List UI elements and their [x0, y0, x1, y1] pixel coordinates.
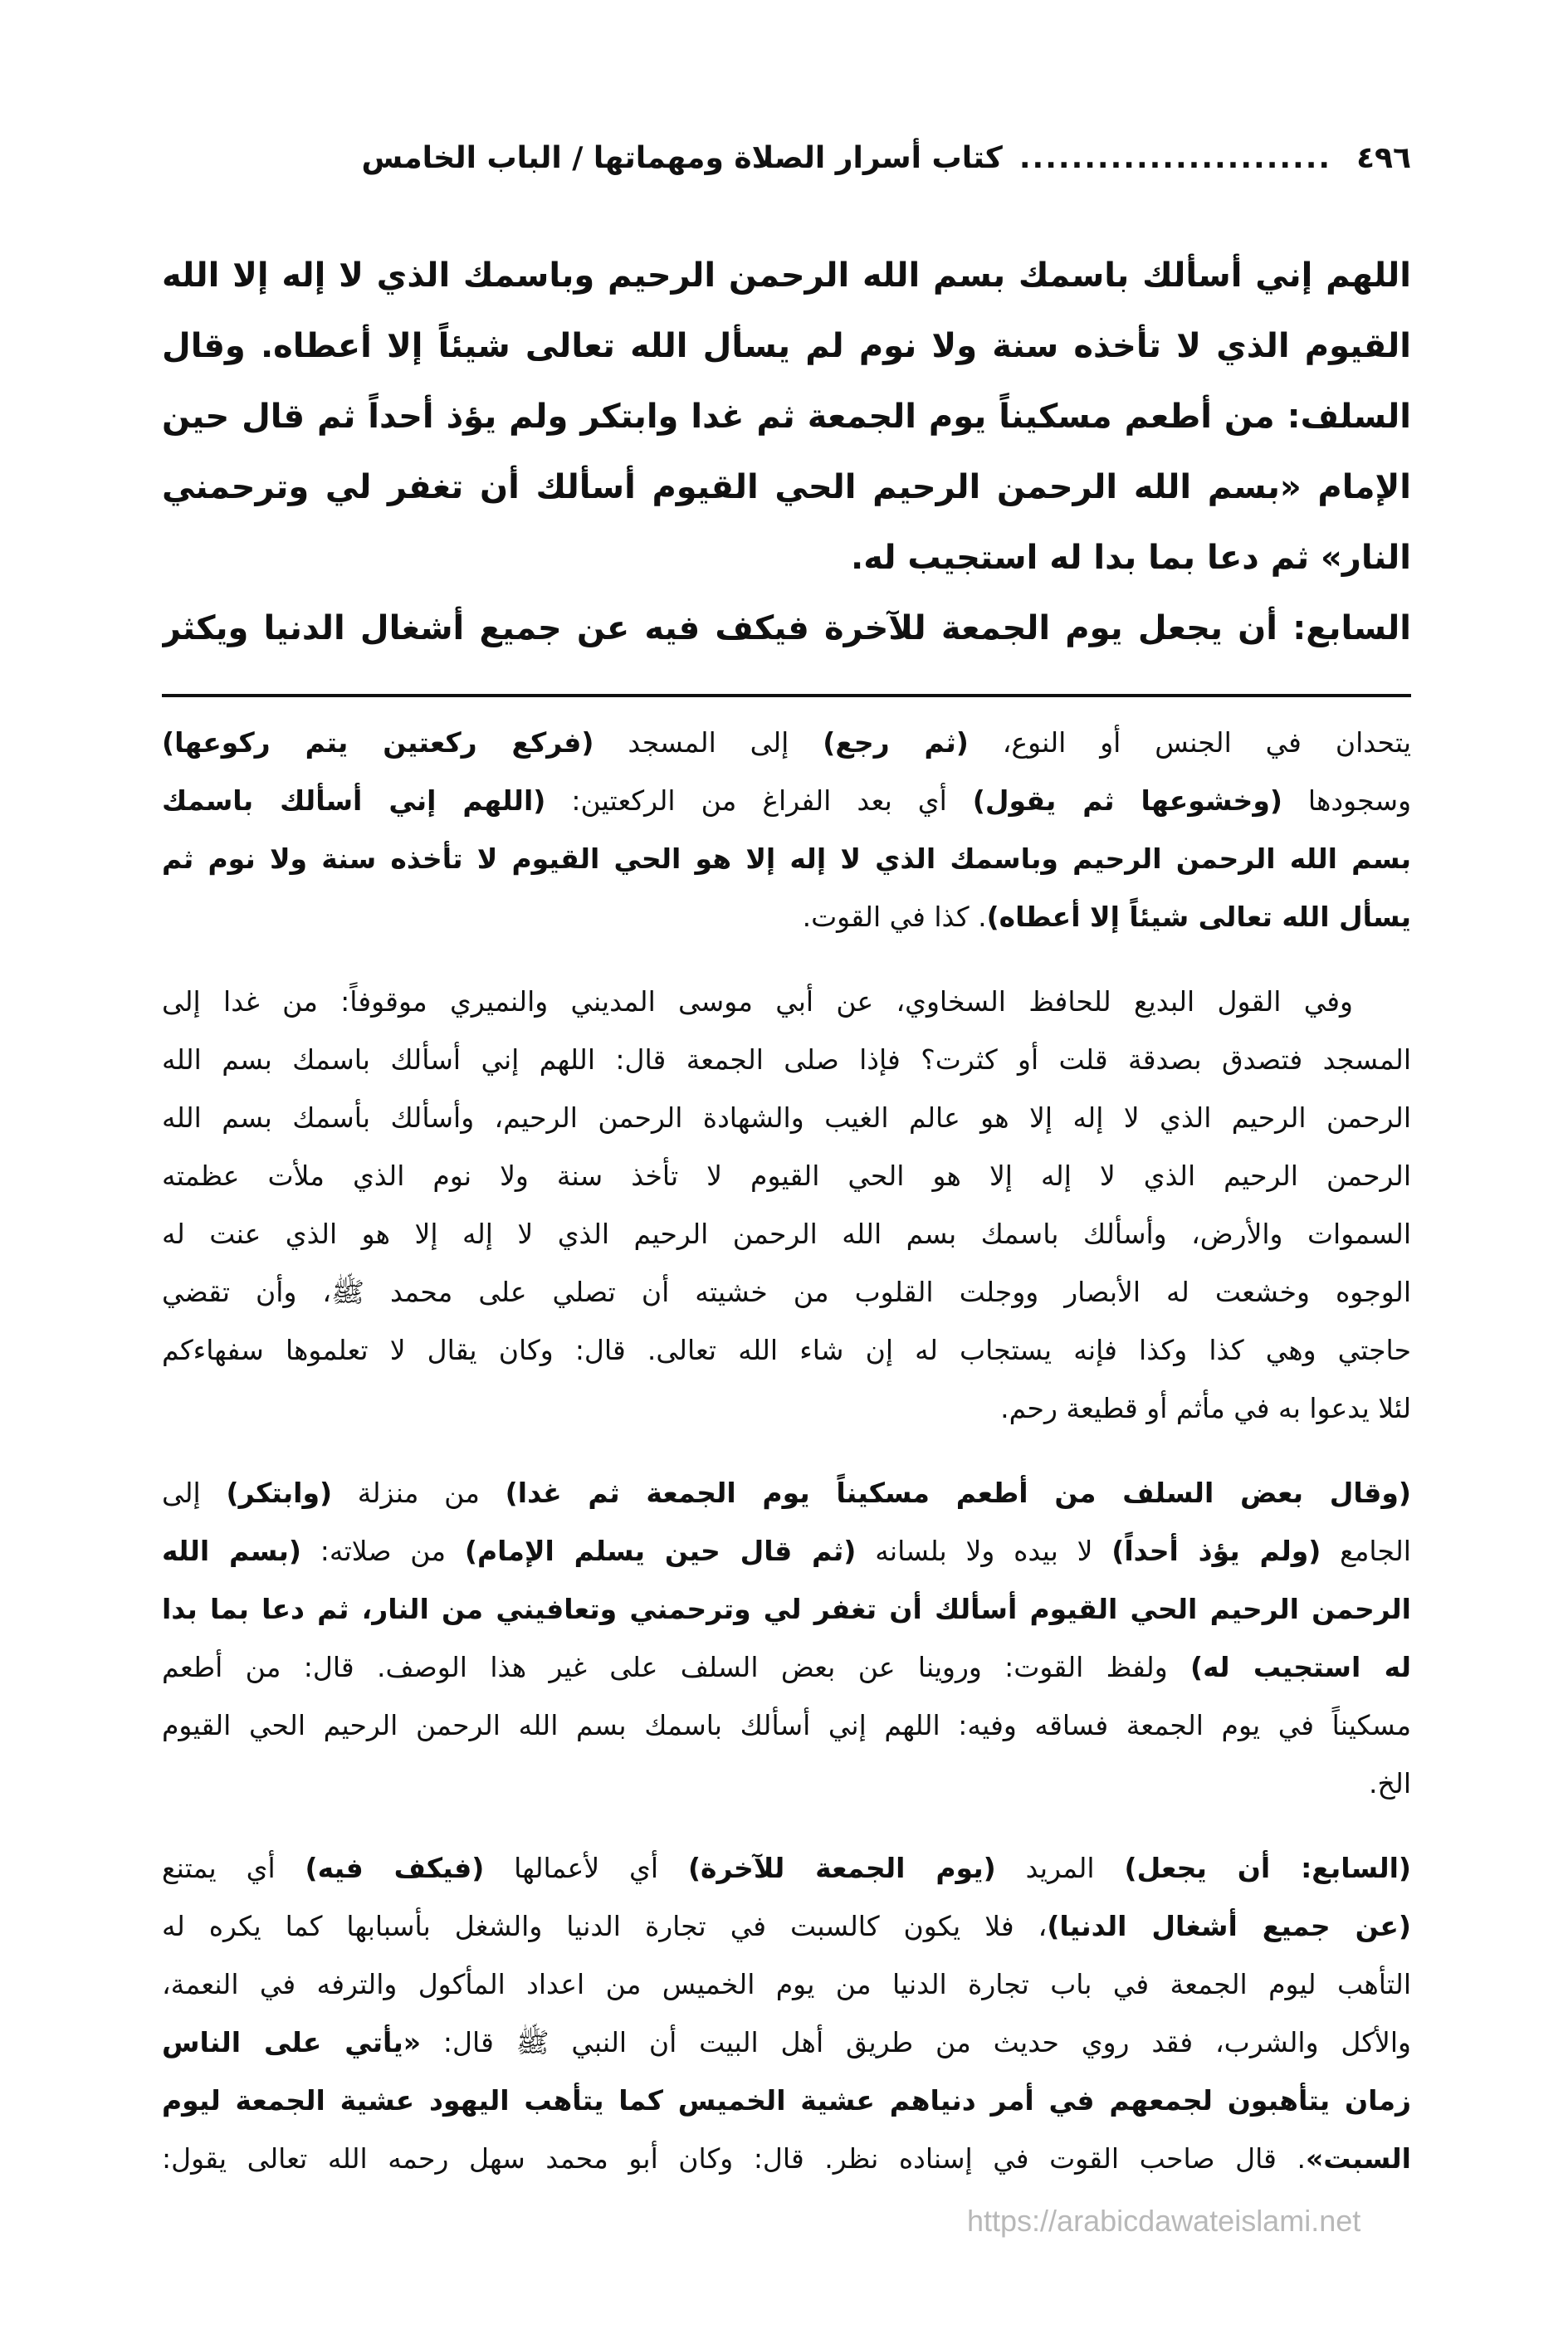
bold-text: الرحمن الرحيم الحي القيوم أسألك أن تغفر لي وترحمني وتعافيني من النار، ثم دعا بما بدا — [162, 1593, 1411, 1625]
text-run: والأكل والشرب، فقد روي حديث من طريق أهل البيت أن النبي ﷺ قال: — [421, 2026, 1411, 2058]
text-line — [162, 2072, 1411, 2130]
text-run: السموات والأرض، وأسألك باسمك بسم الله الرحمن الرحيم الذي لا إله إلا هو الذي عنت له — [162, 1218, 1411, 1250]
text-run: وفي القول البديع للحافظ السخاوي، عن أبي موسى المديني والنميري موقوفاً: من غدا إلى — [162, 985, 1353, 1018]
text-line — [162, 311, 1411, 382]
text-line — [162, 1897, 1411, 1956]
text-line — [162, 1522, 1411, 1580]
text-line — [162, 1205, 1411, 1263]
text-run: إلى المسجد — [593, 726, 823, 759]
text-line — [162, 1147, 1411, 1205]
paragraph — [162, 973, 1411, 1438]
commentary-text — [162, 714, 1411, 2188]
bold-text: السبت» — [1305, 2142, 1411, 2175]
text-run: الجامع — [1321, 1535, 1411, 1567]
text-run: السلف: من أطعم مسكيناً يوم الجمعة ثم غدا وابتكر ولم يؤذ أحداً ثم قال حين — [162, 398, 1411, 436]
text-line — [162, 1263, 1411, 1321]
running-title: كتاب أسرار الصلاة ومهماتها / الباب الخامس — [361, 140, 1003, 175]
text-run: أي لأعمالها — [484, 1852, 688, 1884]
text-line — [162, 1464, 1411, 1522]
footnote-divider — [162, 694, 1411, 697]
text-run: من صلاته: — [300, 1535, 465, 1567]
text-run: الرحمن الرحيم الذي لا إله إلا هو الحي القيوم لا تأخذ سنة ولا نوم الذي ملأت عظمته — [162, 1160, 1411, 1192]
bold-text: يسأل الله تعالى شيئاً إلا أعطاه) — [986, 901, 1411, 933]
bold-text: (ثم قال حين يسلم الإمام) — [464, 1535, 857, 1567]
text-run: التأهب ليوم الجمعة في باب تجارة الدنيا من يوم الخميس من اعداد المأكول والترفه في النعمة، — [162, 1968, 1411, 2000]
paragraph — [162, 714, 1411, 946]
bold-text: (بسم الله — [162, 1535, 301, 1567]
text-run: مسكيناً في يوم الجمعة فساقه وفيه: اللهم إني أسألك باسمك بسم الله الرحمن الرحيم الحي القيوم — [162, 1709, 1411, 1741]
text-line — [162, 2014, 1411, 2072]
text-line — [162, 1321, 1411, 1380]
text-run: من منزلة — [332, 1477, 506, 1509]
text-run: النار» ثم دعا بما بدا له استجيب له. — [851, 539, 1411, 577]
bold-text: السابع: — [1292, 609, 1411, 647]
bold-text: (عن جميع أشغال الدنيا) — [1047, 1910, 1411, 1942]
paragraph — [162, 241, 1411, 593]
bold-text: (وابتكر) — [226, 1477, 333, 1509]
text-line — [162, 888, 1411, 946]
text-run: . قال صاحب القوت في إسناده نظر. قال: وكان أبو محمد سهل رحمه الله تعالى يقول: — [162, 2142, 1306, 2175]
text-run: ولفظ القوت: وروينا عن بعض السلف على غير هذا الوصف. قال: من أطعم — [162, 1651, 1191, 1683]
text-run: المريد — [995, 1852, 1125, 1884]
text-line — [162, 714, 1411, 772]
text-line — [162, 523, 1411, 593]
text-run: أي يمتنع — [162, 1852, 305, 1884]
paragraph — [162, 1839, 1411, 2188]
bold-text: (وخشوعها ثم يقول) — [972, 784, 1282, 817]
paragraph — [162, 1464, 1411, 1813]
text-run: الوجوه وخشعت له الأبصار ووجلت القلوب من خشيته أن تصلي على محمد ﷺ، وأن تقضي — [162, 1276, 1411, 1308]
running-header — [162, 133, 1411, 183]
bold-text: (اللهم إني أسألك باسمك — [162, 784, 546, 817]
text-run: أي بعد الفراغ من الركعتين: — [545, 784, 973, 817]
text-run: يتحدان في الجنس أو النوع، — [968, 726, 1411, 759]
text-run: اللهم إني أسألك باسمك بسم الله الرحمن الرحيم وباسمك الذي لا إله إلا الله — [162, 256, 1411, 295]
text-run: الرحمن الرحيم الذي لا إله إلا هو عالم الغيب والشهادة الرحمن الرحيم، وأسألك بأسمك بسم الله — [162, 1101, 1411, 1134]
bold-text: بسم الله الرحمن الرحيم وباسمك الذي لا إله إلا هو الحي القيوم لا تأخذه سنة ولا نوم ثم — [162, 842, 1411, 875]
bold-text: (وقال بعض السلف من أطعم مسكيناً يوم الجمعة ثم غدا) — [505, 1477, 1411, 1509]
text-line — [162, 1031, 1411, 1089]
text-line — [162, 1956, 1411, 2014]
leader-dots: ........................ — [1018, 140, 1332, 175]
text-line — [162, 452, 1411, 523]
text-run: الإمام «بسم الله الرحمن الرحيم الحي القيوم أسألك أن تغفر لي وترحمني — [162, 468, 1411, 506]
text-run: إلى — [162, 1477, 227, 1509]
text-line — [162, 830, 1411, 888]
text-run: لا بيده ولا بلسانه — [856, 1535, 1112, 1567]
bold-text: زمان يتأهبون لجمعهم في أمر دنياهم عشية الخميس كما يتأهب اليهود عشية الجمعة ليوم — [162, 2084, 1411, 2117]
main-text — [162, 241, 1411, 664]
text-run: أن يجعل يوم الجمعة للآخرة فيكف فيه عن جميع أشغال الدنيا ويكثر — [162, 609, 1278, 647]
text-line — [162, 973, 1411, 1031]
text-line — [162, 382, 1411, 452]
bold-text: (فيكف فيه) — [305, 1852, 485, 1884]
text-line — [162, 2130, 1411, 2188]
bold-text: (السابع: أن يجعل) — [1124, 1852, 1411, 1884]
text-line — [162, 1380, 1411, 1438]
text-line — [162, 1638, 1411, 1697]
text-line — [162, 593, 1411, 664]
text-run: وسجودها — [1282, 784, 1411, 817]
bold-text: «يأتي على الناس — [162, 2026, 422, 2058]
text-run: القيوم الذي لا تأخذه سنة ولا نوم لم يسأل الله تعالى شيئاً إلا أعطاه. وقال — [162, 327, 1411, 365]
text-line — [162, 241, 1411, 311]
bold-text: له استجيب له) — [1190, 1651, 1411, 1683]
text-line — [162, 1755, 1411, 1813]
text-run: حاجتي وهي كذا وكذا فإنه يستجاب له إن شاء الله تعالى. قال: وكان يقال لا تعلموها سفهاءكم — [162, 1334, 1411, 1366]
bold-text: (ولم يؤذ أحداً) — [1111, 1535, 1321, 1567]
bold-text: (يوم الجمعة للآخرة) — [687, 1852, 996, 1884]
text-line — [162, 772, 1411, 830]
bold-text: (ثم رجع) — [823, 726, 969, 759]
page-number: ٤٩٦ — [1356, 140, 1411, 175]
text-run: . كذا في القوت. — [802, 901, 987, 933]
text-line — [162, 1580, 1411, 1638]
paragraph — [162, 593, 1411, 664]
text-run: الخ. — [1368, 1767, 1411, 1800]
text-run: ، فلا يكون كالسبت في تجارة الدنيا والشغل بأسبابها كما يكره له — [162, 1910, 1048, 1942]
text-line — [162, 1839, 1411, 1897]
text-run: المسجد فتصدق بصدقة قلت أو كثرت؟ فإذا صلى الجمعة قال: اللهم إني أسألك باسمك بسم الله — [162, 1043, 1411, 1076]
bold-text: (فركع ركعتين يتم ركوعها) — [162, 726, 594, 759]
watermark: https://arabicdawateislami.net — [967, 2204, 1361, 2238]
text-run: لئلا يدعوا به في مأثم أو قطيعة رحم. — [1000, 1392, 1411, 1424]
text-line — [162, 1089, 1411, 1147]
text-line — [162, 1697, 1411, 1755]
